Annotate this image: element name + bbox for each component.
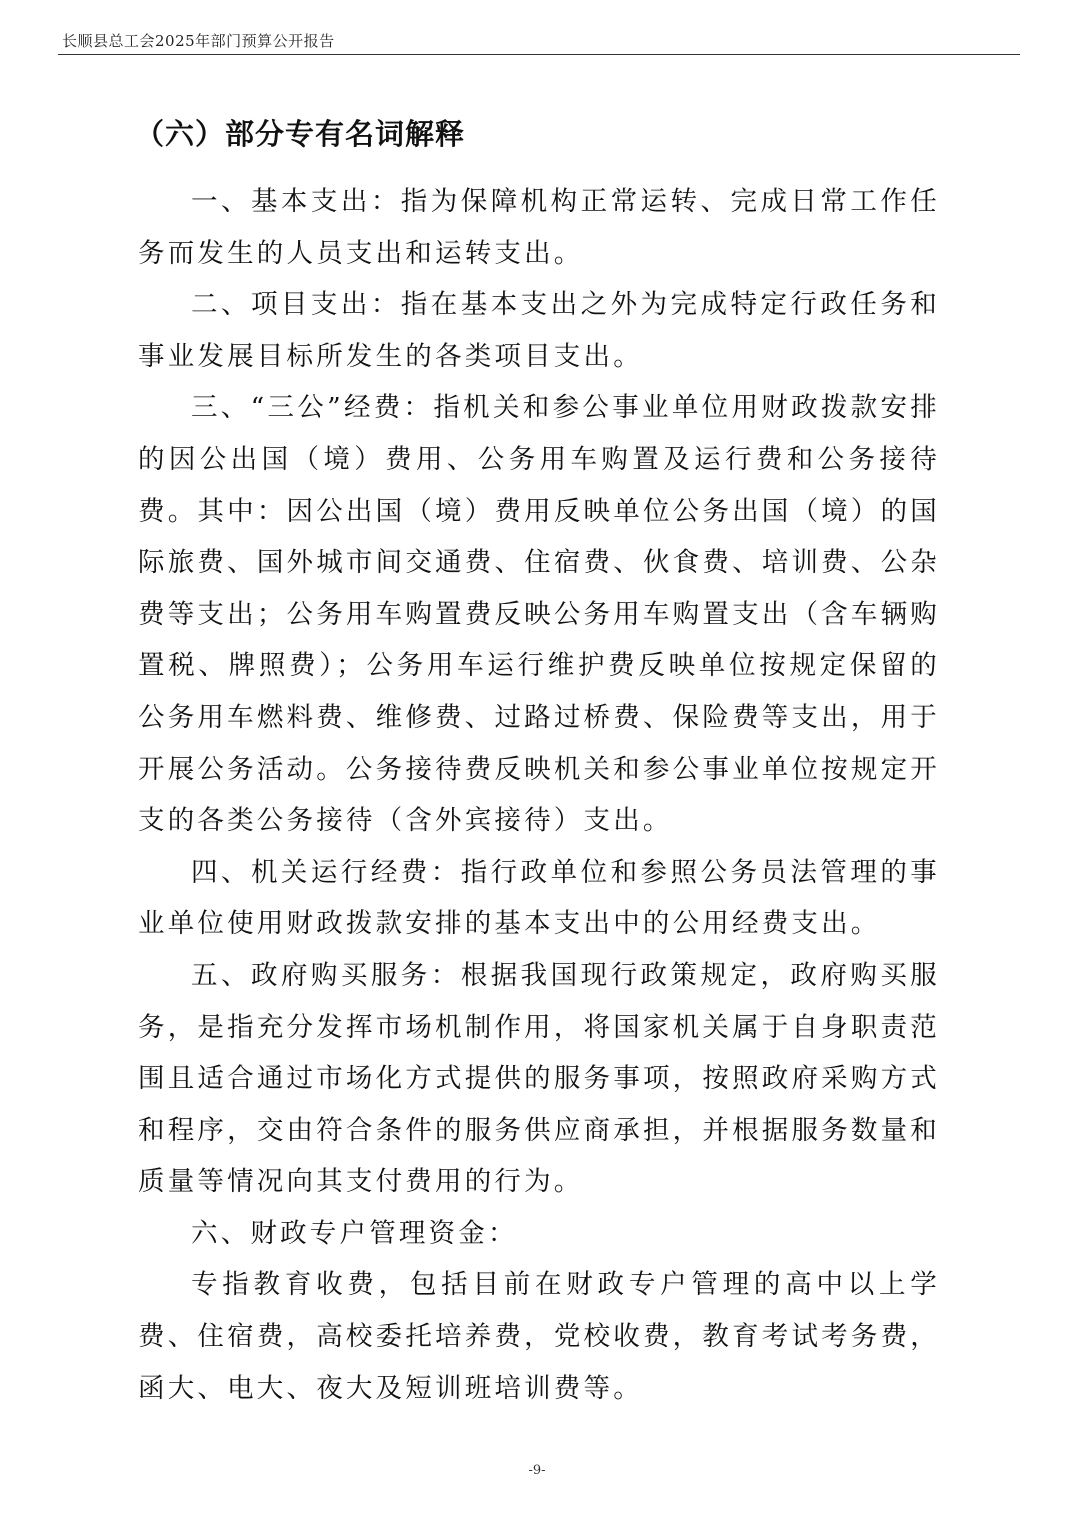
paragraph-basic-expenditure: 一、基本支出：指为保障机构正常运转、完成日常工作任务而发生的人员支出和运转支出。 bbox=[138, 186, 940, 269]
paragraph-operating-funds: 四、机关运行经费：指行政单位和参照公务员法管理的事业单位使用财政拨款安排的基本支出中的公用经费支出。 bbox=[138, 856, 940, 940]
header-divider bbox=[58, 54, 1020, 55]
paragraph-special-account-detail: 专指教育收费，包括目前在财政专户管理的高中以上学费、住宿费，高校委托培养费，党校收费，教育考试考务费，函大、电大、夜大及短训班培训费等。 bbox=[138, 1269, 940, 1404]
paragraph-special-account-heading: 六、财政专户管理资金： bbox=[191, 1217, 518, 1249]
section-title: （六）部分专有名词解释 bbox=[135, 117, 466, 151]
document-header: 长顺县总工会2025年部门预算公开报告 bbox=[62, 32, 335, 50]
paragraph-three-public-funds: 三、“三公”经费：指机关和参公事业单位用财政拨款安排的因公出国（境）费用、公务用车购置及运行费和公务接待费。其中：因公出国（境）费用反映单位公务出国（境）的国际旅费、国外城市间交通费、住宿费、伙食费、培训费、公杂费等支出；公务用车购置费反映公务用车购置支出（含车辆购置税、牌照费）；公务用车运行维护费反映单位按规定保留的公务用车燃料费、维修费、过路过桥费、保险费等支出，用于开展公务活动。公务接待费反映机关和参公事业单位按规定开支的各类公务接待（含外宾接待）支出。 bbox=[138, 392, 940, 837]
paragraph-government-procurement: 五、政府购买服务：根据我国现行政策规定，政府购买服务，是指充分发挥市场机制作用，将国家机关属于自身职责范围且适合通过市场化方式提供的服务事项，按照政府采购方式和程序，交由符合条件的服务供应商承担，并根据服务数量和质量等情况向其支付费用的行为。 bbox=[138, 959, 940, 1198]
document-body bbox=[138, 176, 940, 1414]
paragraph-project-expenditure: 二、项目支出：指在基本支出之外为完成特定行政任务和事业发展目标所发生的各类项目支出。 bbox=[138, 289, 940, 372]
page-number: -9- bbox=[528, 1463, 546, 1478]
